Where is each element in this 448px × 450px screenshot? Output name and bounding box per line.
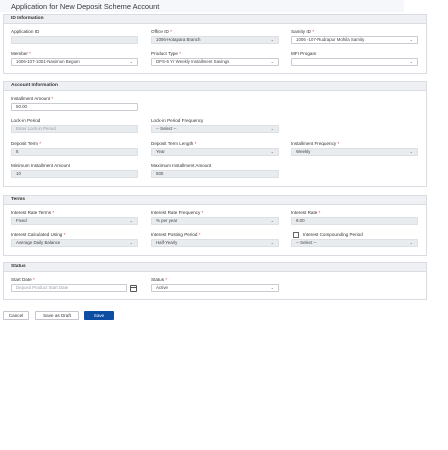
lock-in-frequency-select[interactable]: -- Select -- ⌄ — [151, 125, 279, 133]
account-information-section — [3, 81, 427, 187]
status-select[interactable]: Active ⌄ — [151, 284, 279, 292]
mfi-program-label: MFI Progam — [291, 51, 317, 56]
lock-in-period-input[interactable]: Enter Lock-in Period — [11, 125, 138, 133]
interest-posting-period-label: Interest Posting Period * — [151, 232, 201, 237]
installment-frequency-label: Installment Frequency * — [291, 141, 340, 146]
chevron-down-icon: ⌄ — [409, 37, 413, 42]
mfi-program-select[interactable] — [291, 58, 418, 66]
office-id-select[interactable]: 1006-Hotapara Branch ⌄ — [151, 36, 279, 44]
terms-section — [3, 195, 427, 256]
interest-compounding-checkbox[interactable] — [293, 232, 299, 238]
interest-compounding-select[interactable]: -- Select -- ⌄ — [291, 239, 418, 247]
lock-in-frequency-label: Lock-in Period Frequency — [151, 118, 204, 123]
product-type-select[interactable]: DPS-5 Yr Weekly Installment Savings ⌄ — [151, 58, 279, 66]
member-label: Member * — [11, 51, 31, 56]
office-id-label: Office ID * — [151, 29, 172, 34]
interest-rate-terms-label: Interest Rate Terms * — [11, 210, 55, 215]
deposit-term-label: Deposit Term * — [11, 141, 42, 146]
installment-frequency-select[interactable]: Weekly ⌄ — [291, 148, 418, 156]
chevron-down-icon: ⌄ — [409, 240, 413, 245]
installment-amount-input[interactable]: 50.00 — [11, 103, 138, 111]
deposit-term-length-select[interactable]: Year ⌄ — [151, 148, 279, 156]
interest-rate-terms-select[interactable]: Fixed ⌄ — [11, 217, 138, 225]
deposit-term-input[interactable]: 5 — [11, 148, 138, 156]
max-installment-input: 500 — [151, 170, 279, 178]
installment-amount-label: Installment Amount * — [11, 96, 54, 101]
interest-rate-label: Interest Rate * — [291, 210, 321, 215]
start-date-label: Start Date * — [11, 277, 35, 282]
interest-compounding-label: Interest Compounding Period — [303, 232, 363, 237]
member-select[interactable]: 1006-107-1001-Nasimun Begum ⌄ — [11, 58, 138, 66]
min-installment-input: 10 — [11, 170, 138, 178]
interest-calculated-using-label: Interest Calculated Using * — [11, 232, 66, 237]
status-label: Status * — [151, 277, 168, 282]
cancel-button[interactable]: Cancel — [3, 311, 29, 320]
page-title: Application for New Deposit Scheme Account — [11, 2, 160, 11]
samity-id-select[interactable]: 1006 -107-Rudrapur Mohila Samity ⌄ — [291, 36, 418, 44]
application-id-field — [11, 36, 138, 44]
chevron-down-icon: ⌄ — [270, 218, 274, 223]
samity-id-label: Samity ID * — [291, 29, 314, 34]
section-header: Status — [4, 263, 426, 272]
chevron-down-icon: ⌄ — [270, 240, 274, 245]
section-header: Account Information — [4, 82, 426, 91]
chevron-down-icon: ⌄ — [409, 149, 413, 154]
chevron-down-icon: ⌄ — [409, 59, 413, 64]
chevron-down-icon: ⌄ — [270, 285, 274, 290]
interest-posting-period-select[interactable]: Half-Yearly ⌄ — [151, 239, 279, 247]
chevron-down-icon: ⌄ — [270, 149, 274, 154]
chevron-down-icon: ⌄ — [129, 59, 133, 64]
chevron-down-icon: ⌄ — [270, 37, 274, 42]
lock-in-period-label: Lock-in Period — [11, 118, 41, 123]
chevron-down-icon: ⌄ — [129, 218, 133, 223]
interest-calculated-using-select[interactable]: Average Daily Balance ⌄ — [11, 239, 138, 247]
start-date-input[interactable]: Deposit Product Start Date — [11, 284, 127, 292]
interest-rate-frequency-select[interactable]: % per year ⌄ — [151, 217, 279, 225]
deposit-term-length-label: Deposit Term Length * — [151, 141, 197, 146]
max-installment-label: Maximum Installment Amount — [151, 163, 212, 168]
section-header: Terms — [4, 196, 426, 205]
save-button[interactable]: Save — [84, 311, 114, 320]
calendar-icon[interactable] — [130, 285, 137, 292]
interest-rate-frequency-label: Interest Rate Frequency * — [151, 210, 204, 215]
interest-rate-input[interactable]: 9.00 — [291, 217, 418, 225]
id-information-section — [3, 14, 427, 74]
save-as-draft-button[interactable]: Save as Draft — [35, 311, 79, 320]
product-type-label: Product Type * — [151, 51, 182, 56]
chevron-down-icon: ⌄ — [270, 59, 274, 64]
chevron-down-icon: ⌄ — [270, 126, 274, 131]
chevron-down-icon: ⌄ — [129, 240, 133, 245]
status-section — [3, 262, 427, 300]
application-id-label: Application ID — [11, 29, 40, 34]
min-installment-label: Minimum Installment Amount — [11, 163, 70, 168]
section-header: ID Information — [4, 15, 426, 24]
